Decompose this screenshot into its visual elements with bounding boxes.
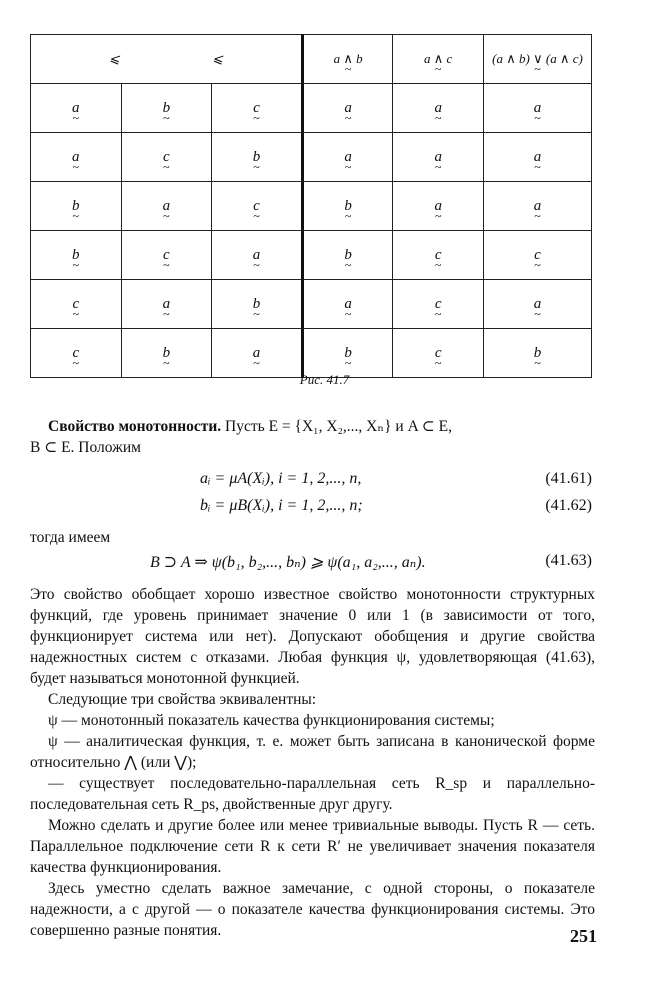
header-disjunction: (a ∧ b) ∨ (a ∧ c) ~ <box>484 35 592 84</box>
table-cell <box>212 133 303 182</box>
table-cell <box>393 231 484 280</box>
table-cell <box>484 231 592 280</box>
equation-number-41-61: (41.61) <box>545 470 592 487</box>
cell-value: c ~ <box>253 198 260 215</box>
cell-value: c ~ <box>163 247 170 264</box>
equation-41-61: aᵢ = μA(Xᵢ), i = 1, 2,..., n, <box>200 470 362 487</box>
cell-value: c ~ <box>435 345 442 362</box>
table-cell <box>484 329 592 378</box>
header-a-and-b: a ∧ b ~ <box>302 35 393 84</box>
table-cell <box>302 182 393 231</box>
table-cell <box>121 84 212 133</box>
cell-value: a ~ <box>344 296 352 313</box>
table-cell <box>212 84 303 133</box>
paragraph-networks: — существует последовательно-параллельная сеть R_sp и параллельно-последовательная сеть R_ps, двойственные друг другу. <box>30 775 595 813</box>
cell-value: a ~ <box>534 149 542 166</box>
cell-value: a ~ <box>534 100 542 117</box>
table-cell <box>31 231 122 280</box>
table-cell <box>302 280 393 329</box>
equation-41-63: B ⊃ A ⇒ ψ(b₁, b₂,..., bₙ) ⩾ ψ(a₁, a₂,..., aₙ). <box>150 554 426 571</box>
page-number: 251 <box>570 926 597 946</box>
table-cell <box>212 329 303 378</box>
table-cell <box>302 231 393 280</box>
then-text: тогда имеем <box>30 529 111 546</box>
cell-value: a ~ <box>344 100 352 117</box>
cell-value: a ~ <box>344 149 352 166</box>
cell-value: b ~ <box>253 296 261 313</box>
cell-value: c ~ <box>163 149 170 166</box>
table-cell <box>31 84 122 133</box>
figure-table <box>30 34 592 378</box>
cell-value: b ~ <box>163 100 171 117</box>
table-cell <box>121 280 212 329</box>
cell-value: a ~ <box>253 247 261 264</box>
paragraph-remark: Здесь уместно сделать важное замечание, с одной стороны, о показателе надежности, а с другой — о показателе качества функционирования системы. Это совершенно разные понятия. <box>30 880 595 939</box>
cell-value: a ~ <box>434 198 442 215</box>
table-cell <box>302 329 393 378</box>
table-cell <box>121 182 212 231</box>
paragraph-monotone: Это свойство обобщает хорошо известное свойство монотонности структурных функций, где уровень принимает значение 0 или 1 (в зависимости от того, функционирует система или нет). Допускают обобщения и другие свойства надежностных систем с отказами. Любая функция ψ, удовлетворяющая (41.63), будет называться монотонной функцией. <box>30 586 595 687</box>
cell-value: b ~ <box>163 345 171 362</box>
cell-value: b ~ <box>534 345 542 362</box>
table-row <box>31 84 592 133</box>
cell-value: c ~ <box>435 247 442 264</box>
table-cell <box>484 133 592 182</box>
cell-value: c ~ <box>72 296 79 313</box>
table-row <box>31 231 592 280</box>
cell-value: b ~ <box>72 198 80 215</box>
body-text <box>30 584 595 941</box>
table-cell <box>484 280 592 329</box>
cell-value: c ~ <box>253 100 260 117</box>
cell-value: b ~ <box>253 149 261 166</box>
figure-caption: Рис. 41.7 <box>299 372 350 387</box>
cell-value: c ~ <box>435 296 442 313</box>
table-row <box>31 133 592 182</box>
property-text-2: B ⊂ E. Положим <box>30 439 141 456</box>
table-cell <box>302 84 393 133</box>
equation-41-62: bᵢ = μB(Xᵢ), i = 1, 2,..., n; <box>200 497 363 514</box>
table-cell <box>212 231 303 280</box>
cell-value: a ~ <box>72 100 80 117</box>
table-row <box>31 182 592 231</box>
property-text: Пусть E = {X₁, X₂,..., Xₙ} и A ⊂ E, <box>225 418 452 435</box>
header-le-2: ⩽ <box>212 51 223 66</box>
cell-value: a ~ <box>163 296 171 313</box>
table-cell <box>393 280 484 329</box>
cell-value: c ~ <box>72 345 79 362</box>
cell-value: a ~ <box>253 345 261 362</box>
table-cell <box>212 182 303 231</box>
equation-number-41-63: (41.63) <box>545 552 592 569</box>
equation-number-41-62: (41.62) <box>545 497 592 514</box>
table-cell <box>212 280 303 329</box>
table-header-order <box>31 35 303 84</box>
paragraph-psi-monotone: ψ — монотонный показатель качества функционирования системы; <box>48 712 495 729</box>
paragraph-trivial: Можно сделать и другие более или менее тривиальные выводы. Пусть R — сеть. Параллельное подключение сети R к сети R′ не увеличивает значения показателя качества функционирования. <box>30 817 595 876</box>
table-cell <box>302 133 393 182</box>
cell-value: c ~ <box>534 247 541 264</box>
table-cell <box>121 133 212 182</box>
cell-value: b ~ <box>72 247 80 264</box>
cell-value: a ~ <box>434 100 442 117</box>
table-cell <box>121 231 212 280</box>
table-header-row <box>31 35 592 84</box>
table-cell <box>393 182 484 231</box>
paragraph-equivalent: Следующие три свойства эквивалентны: <box>48 691 317 708</box>
table-cell <box>393 133 484 182</box>
table-row <box>31 329 592 378</box>
table-row <box>31 280 592 329</box>
table-cell <box>484 182 592 231</box>
table-cell <box>31 329 122 378</box>
table-cell <box>31 133 122 182</box>
table-cell <box>31 280 122 329</box>
table-cell <box>31 182 122 231</box>
table-cell <box>121 329 212 378</box>
cell-value: a ~ <box>534 198 542 215</box>
header-a-and-c: a ∧ c ~ <box>393 35 484 84</box>
property-title: Свойство монотонности. <box>48 418 222 435</box>
property-paragraph <box>30 416 595 458</box>
cell-value: a ~ <box>72 149 80 166</box>
table-cell <box>393 329 484 378</box>
cell-value: b ~ <box>344 198 352 215</box>
cell-value: a ~ <box>163 198 171 215</box>
table-cell <box>393 84 484 133</box>
table-cell <box>484 84 592 133</box>
cell-value: b ~ <box>344 345 352 362</box>
paragraph-psi-analytic: ψ — аналитическая функция, т. е. может быть записана в канонической форме относительно ⋀ (или ⋁); <box>30 733 595 771</box>
cell-value: a ~ <box>534 296 542 313</box>
cell-value: a ~ <box>434 149 442 166</box>
cell-value: b ~ <box>344 247 352 264</box>
header-le-1: ⩽ <box>108 51 120 66</box>
